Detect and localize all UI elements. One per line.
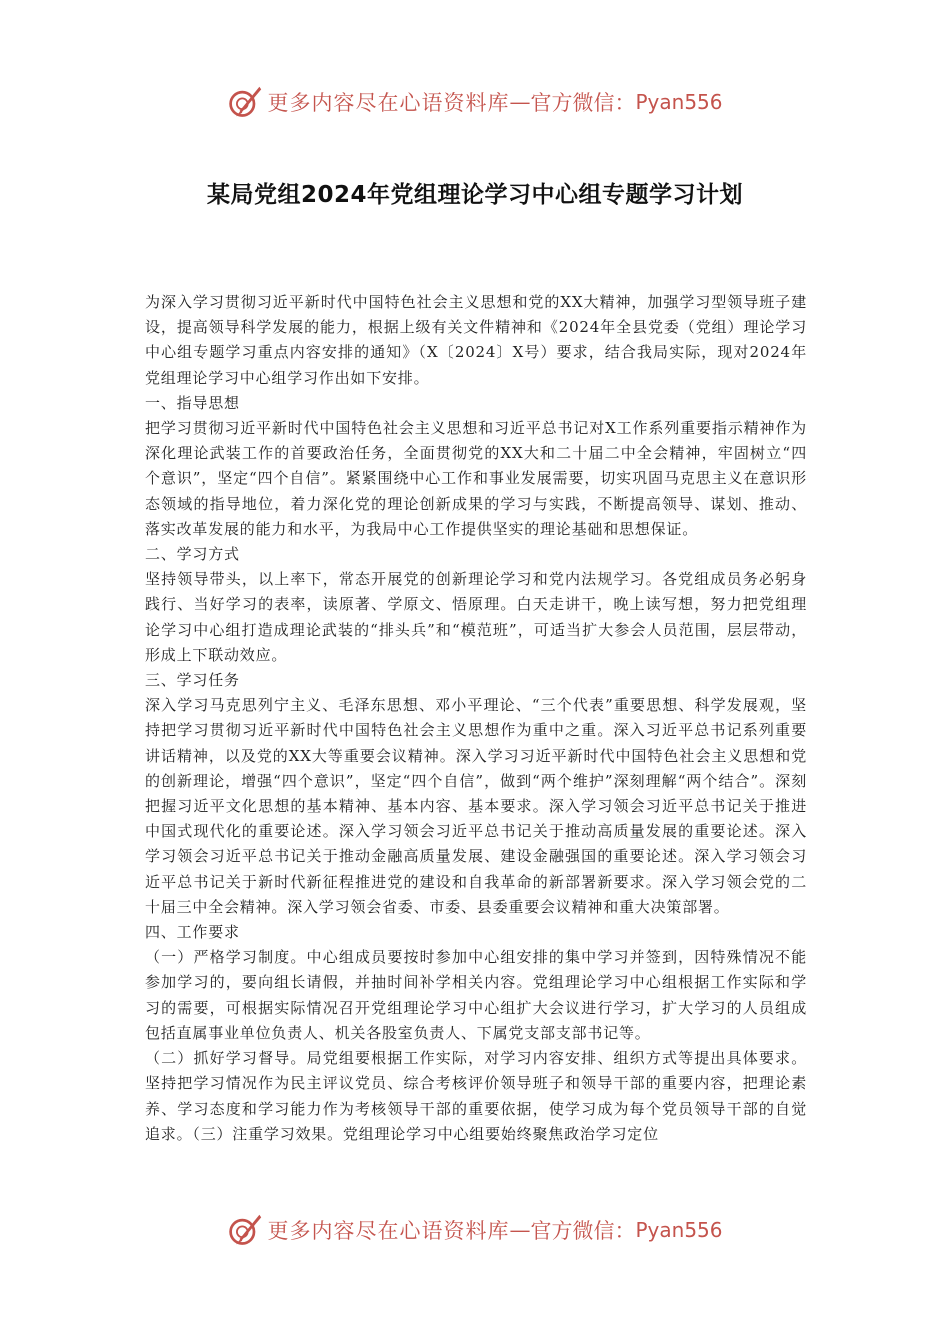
banner-separator: — — [509, 1218, 531, 1242]
footer-watermark-banner — [0, 1208, 950, 1252]
banner-separator: — — [509, 90, 531, 114]
document-title: 某局党组2024年党组理论学习中心组专题学习计划 — [206, 182, 743, 208]
section-heading-study-tasks: 三、学习任务 — [145, 671, 240, 690]
document-body — [145, 290, 807, 1147]
section-heading-work-requirements: 四、工作要求 — [145, 923, 240, 942]
banner-suffix: 官方微信： — [530, 91, 636, 115]
section-heading-study-method: 二、学习方式 — [145, 545, 240, 564]
requirement-paragraph-1: （一）严格学习制度。中心组成员要按时参加中心组安排的集中学习并签到，因特殊情况不能参加学习的，要向组长请假，并抽时间补学相关内容。党组理论学习中心组根据工作实际和学习的需要，可根据实际情况召开党组理论学习中心组扩大会议进行学习，扩大学习的人员组成包括直属事业单位负责人、机关各股室负责人、下属党支部支部书记等。 — [145, 948, 807, 1042]
study-method-paragraph: 坚持领导带头，以上率下，常态开展党的创新理论学习和党内法规学习。各党组成员务必躬身践行、当好学习的表率，读原著、学原文、悟原理。白天走讲干，晚上读写想，努力把党组理论学习中心组打造成理论武装的“排头兵”和“模范班”，可适当扩大参会人员范围，层层带动，形成上下联动效应。 — [145, 570, 807, 664]
banner-text: 更多内容尽在心语资料库 — [267, 1219, 510, 1243]
study-tasks-paragraph: 深入学习马克思列宁主义、毛泽东思想、邓小平理论、“三个代表”重要思想、科学发展观，坚持把学习贯彻习近平新时代中国特色社会主义思想作为重中之重。深入习近平总书记系列重要讲话精神，以及党的XX大等重要会议精神。深入学习习近平新时代中国特色社会主义思想和党的创新理论，增强“四个意识”，坚定“四个自信”，做到“两个维护”深刻理解“两个结合”。深刻把握习近平文化思想的基本精神、基本内容、基本要求。深入学习领会习近平总书记关于推进中国式现代化的重要论述。深入学习领会习近平总书记关于推动高质量发展的重要论述。深入学习领会习近平总书记关于推动金融高质量发展、建设金融强国的重要论述。深入学习领会习近平总书记关于新时代新征程推进党的建设和自我革命的新部署新要求。深入学习领会党的二十届三中全会精神。深入学习领会省委、市委、县委重要会议精神和重大决策部署。 — [145, 696, 807, 916]
header-watermark-banner — [0, 80, 950, 124]
banner-text: 更多内容尽在心语资料库 — [267, 91, 510, 115]
quill-logo-icon — [227, 1212, 263, 1248]
banner-wechat-id: Pyan556 — [635, 90, 723, 114]
intro-paragraph: 为深入学习贯彻习近平新时代中国特色社会主义思想和党的XX大精神，加强学习型领导班子建设，提高领导科学发展的能力，根据上级有关文件精神和《2024年全县党委（党组）理论学习中心组专题学习重点内容安排的通知》（X〔2024〕X号）要求，结合我局实际，现对2024年党组理论学习中心组学习作出如下安排。 — [145, 293, 807, 387]
banner-suffix: 官方微信： — [530, 1219, 636, 1243]
quill-logo-icon — [227, 84, 263, 120]
guiding-thought-paragraph: 把学习贯彻习近平新时代中国特色社会主义思想和习近平总书记对X工作系列重要指示精神作为深化理论武装工作的首要政治任务，全面贯彻党的XX大和二十届二中全会精神，牢固树立“四个意识”，坚定“四个自信”。紧紧围绕中心工作和事业发展需要，切实巩固马克思主义在意识形态领域的指导地位，着力深化党的理论创新成果的学习与实践，不断提高领导、谋划、推动、落实改革发展的能力和水平，为我局中心工作提供坚实的理论基础和思想保证。 — [145, 419, 807, 538]
section-heading-guiding-thought: 一、指导思想 — [145, 393, 240, 412]
requirement-paragraph-2: （二）抓好学习督导。局党组要根据工作实际，对学习内容安排、组织方式等提出具体要求。坚持把学习情况作为民主评议党员、综合考核评价领导班子和领导干部的重要内容，把理论素养、学习态度和学习能力作为考核领导干部的重要依据，使学习成为每个党员领导干部的自觉追求。（三）注重学习效果。党组理论学习中心组要始终聚焦政治学习定位 — [145, 1049, 807, 1143]
banner-wechat-id: Pyan556 — [635, 1218, 723, 1242]
